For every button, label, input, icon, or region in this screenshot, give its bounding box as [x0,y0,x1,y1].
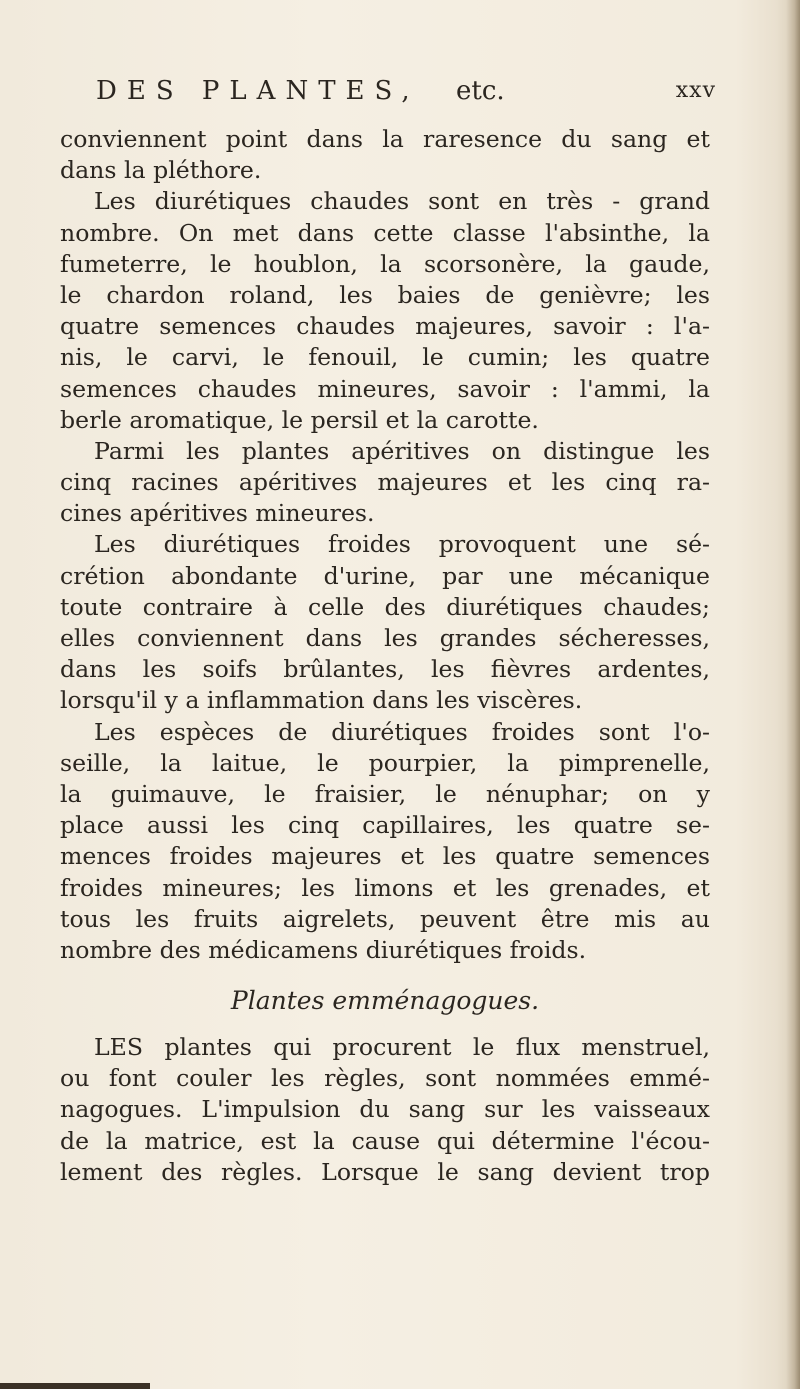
text-line: nis, le carvi, le fenouil, le cumin; les quatre [60,343,710,372]
text-line: tous les fruits aigrelets, peuvent être mis au [60,904,710,933]
text-line: place aussi les cinq capillaires, les quatre se- [60,811,710,840]
text-line: nombre. On met dans cette classe l'absinthe, la [60,218,710,247]
text-line: Les espèces de diurétiques froides sont l'o- [94,717,710,746]
text-line: mences froides majeures et les quatre semences [60,842,710,871]
page-number: xxv [675,78,716,103]
text-line: de la matrice, est la cause qui détermine l'écou- [60,1126,710,1155]
text-line: seille, la laitue, le pourpier, la pimprenelle, [60,748,710,777]
text-line: Parmi les plantes apéritives on distingue les [94,436,710,465]
text-line: berle aromatique, le persil et la carotte. [60,405,539,434]
text-line: LES plantes qui procurent le flux menstruel, [94,1033,710,1062]
text-line: Les diurétiques froides provoquent une sé- [94,530,710,559]
text-line: lorsqu'il y a inflammation dans les viscères. [60,686,583,715]
text-line: quatre semences chaudes majeures, savoir : l'a- [60,312,710,341]
text-line: la guimauve, le fraisier, le nénuphar; on y [60,779,710,808]
text-line: toute contraire à celle des diurétiques chaudes; [60,592,710,621]
text-line: conviennent point dans la raresence du sang et [60,125,710,153]
text-line: dans les soifs brûlantes, les fièvres ardentes, [60,655,710,684]
bottom-edge-mark [0,1383,150,1389]
text-line: cinq racines apéritives majeures et les cinq ra- [60,468,710,497]
running-title-etc: etc. [456,76,505,106]
text-line: semences chaudes mineures, savoir : l'ammi, la [60,374,710,403]
section-heading: Plantes emménagogues. [230,986,540,1016]
running-header [96,76,716,116]
text-line: ou font couler les règles, sont nommées emmé- [60,1064,710,1093]
text-line: Les diurétiques chaudes sont en très - grand [94,187,710,216]
page-edge-shadow [786,0,800,1389]
text-line: cines apéritives mineures. [60,499,375,528]
text-line: froides mineures; les limons et les grenades, et [60,873,710,902]
text-line: crétion abondante d'urine, par une mécanique [60,561,710,590]
body-text [60,124,710,1188]
text-line: nombre des médicamens diurétiques froids. [60,935,587,964]
section-gap [60,966,710,982]
text-line: le chardon roland, les baies de genièvre; les [60,280,710,309]
text-line: fumeterre, le houblon, la scorsonère, la gaude, [60,249,710,278]
text-line: nagogues. L'impulsion du sang sur les vaisseaux [60,1095,710,1124]
text-line: dans la pléthore. [60,156,262,185]
running-title: DES PLANTES, [96,76,420,106]
text-line: lement des règles. Lorsque le sang devient trop [60,1157,710,1186]
text-line: elles conviennent dans les grandes sécheresses, [60,624,710,652]
